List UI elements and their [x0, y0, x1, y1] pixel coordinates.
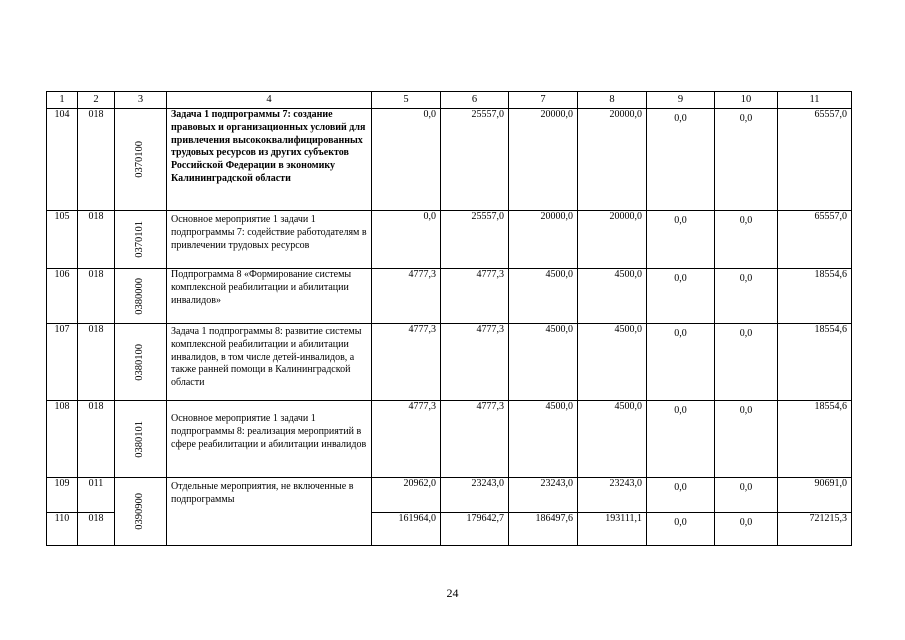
value-cell: 0,0	[715, 478, 778, 513]
value-cell: 0,0	[372, 109, 441, 211]
row-code-cell	[115, 324, 167, 401]
value-cell: 65557,0	[778, 109, 852, 211]
row-code: 0380101	[134, 420, 146, 458]
row-number: 106	[47, 269, 78, 324]
row-code-cell	[115, 401, 167, 478]
header-cell: 5	[372, 92, 441, 109]
value-cell: 0,0	[372, 211, 441, 269]
value-cell: 193111,1	[578, 513, 647, 546]
value-cell: 0,0	[647, 211, 715, 269]
value-cell: 23243,0	[441, 478, 509, 513]
row-description: Задача 1 подпрограммы 7: создание правовых и организационных условий для привлечения высококвалифицированных трудовых ресурсов из других субъектов Российской Федерации в экономику Калининградской области	[167, 109, 372, 211]
row-code-cell	[115, 109, 167, 211]
value-cell: 0,0	[647, 109, 715, 211]
value-cell: 179642,7	[441, 513, 509, 546]
value-cell: 0,0	[647, 513, 715, 546]
header-cell: 1	[47, 92, 78, 109]
header-cell: 11	[778, 92, 852, 109]
row-code: 0380000	[134, 277, 146, 315]
row-number: 109	[47, 478, 78, 513]
value-cell: 4500,0	[509, 401, 578, 478]
table-row	[47, 401, 852, 478]
value-cell: 4777,3	[441, 269, 509, 324]
table-row	[47, 211, 852, 269]
value-cell: 0,0	[647, 324, 715, 401]
row-code-cell	[115, 478, 167, 546]
budget-table	[46, 91, 852, 546]
row-code: 0370100	[134, 141, 146, 178]
value-cell: 20000,0	[509, 211, 578, 269]
value-cell: 0,0	[715, 401, 778, 478]
table-row	[47, 478, 852, 513]
row-description: Основное мероприятие 1 задачи 1 подпрограммы 8: реализация мероприятий в сфере реабилитации и абилитации инвалидов	[167, 401, 372, 478]
row-code-cell	[115, 211, 167, 269]
value-cell: 18554,6	[778, 401, 852, 478]
header-cell: 6	[441, 92, 509, 109]
header-cell: 2	[78, 92, 115, 109]
value-cell: 0,0	[715, 109, 778, 211]
table-row	[47, 324, 852, 401]
header-cell: 7	[509, 92, 578, 109]
header-cell: 10	[715, 92, 778, 109]
value-cell: 161964,0	[372, 513, 441, 546]
value-cell: 0,0	[715, 269, 778, 324]
value-cell: 4500,0	[578, 401, 647, 478]
value-cell: 0,0	[715, 324, 778, 401]
value-cell: 4500,0	[509, 324, 578, 401]
value-cell: 20000,0	[509, 109, 578, 211]
header-cell: 8	[578, 92, 647, 109]
row-gp: 018	[78, 269, 115, 324]
value-cell: 20000,0	[578, 211, 647, 269]
value-cell: 721215,3	[778, 513, 852, 546]
row-number: 105	[47, 211, 78, 269]
value-cell: 0,0	[647, 401, 715, 478]
value-cell: 0,0	[715, 513, 778, 546]
page-number: 24	[446, 586, 459, 600]
value-cell: 4777,3	[441, 401, 509, 478]
row-number: 107	[47, 324, 78, 401]
value-cell: 4777,3	[441, 324, 509, 401]
header-cell: 4	[167, 92, 372, 109]
row-description: Подпрограмма 8 «Формирование системы комплексной реабилитации и абилитации инвалидов»	[167, 269, 372, 324]
row-gp: 018	[78, 211, 115, 269]
value-cell: 0,0	[715, 211, 778, 269]
value-cell: 0,0	[647, 478, 715, 513]
row-gp: 011	[78, 478, 115, 513]
row-description: Основное мероприятие 1 задачи 1 подпрограммы 7: содействие работодателям в привлечении трудовых ресурсов	[167, 211, 372, 269]
table-row	[47, 269, 852, 324]
row-gp: 018	[78, 109, 115, 211]
row-number: 110	[47, 513, 78, 546]
table-row	[47, 109, 852, 211]
value-cell: 25557,0	[441, 109, 509, 211]
row-number: 104	[47, 109, 78, 211]
value-cell: 4500,0	[578, 324, 647, 401]
row-gp: 018	[78, 324, 115, 401]
value-cell: 20962,0	[372, 478, 441, 513]
header-row	[47, 92, 852, 109]
value-cell: 0,0	[647, 269, 715, 324]
value-cell: 23243,0	[509, 478, 578, 513]
value-cell: 65557,0	[778, 211, 852, 269]
row-code-cell	[115, 269, 167, 324]
value-cell: 90691,0	[778, 478, 852, 513]
value-cell: 18554,6	[778, 269, 852, 324]
row-description: Отдельные мероприятия, не включенные в подпрограммы	[167, 478, 372, 546]
header-cell: 9	[647, 92, 715, 109]
value-cell: 4500,0	[578, 269, 647, 324]
value-cell: 4777,3	[372, 401, 441, 478]
row-code: 0370101	[134, 221, 146, 258]
value-cell: 20000,0	[578, 109, 647, 211]
header-cell: 3	[115, 92, 167, 109]
row-number: 108	[47, 401, 78, 478]
value-cell: 186497,6	[509, 513, 578, 546]
row-code: 0390900	[134, 493, 146, 530]
value-cell: 23243,0	[578, 478, 647, 513]
value-cell: 4777,3	[372, 269, 441, 324]
value-cell: 18554,6	[778, 324, 852, 401]
row-gp: 018	[78, 513, 115, 546]
row-code: 0380100	[134, 343, 146, 381]
row-description: Задача 1 подпрограммы 8: развитие системы комплексной реабилитации и абилитации инвалидов, в том числе детей-инвалидов, а также ранней помощи в Калининградской области	[167, 324, 372, 401]
row-gp: 018	[78, 401, 115, 478]
value-cell: 4500,0	[509, 269, 578, 324]
value-cell: 4777,3	[372, 324, 441, 401]
value-cell: 25557,0	[441, 211, 509, 269]
